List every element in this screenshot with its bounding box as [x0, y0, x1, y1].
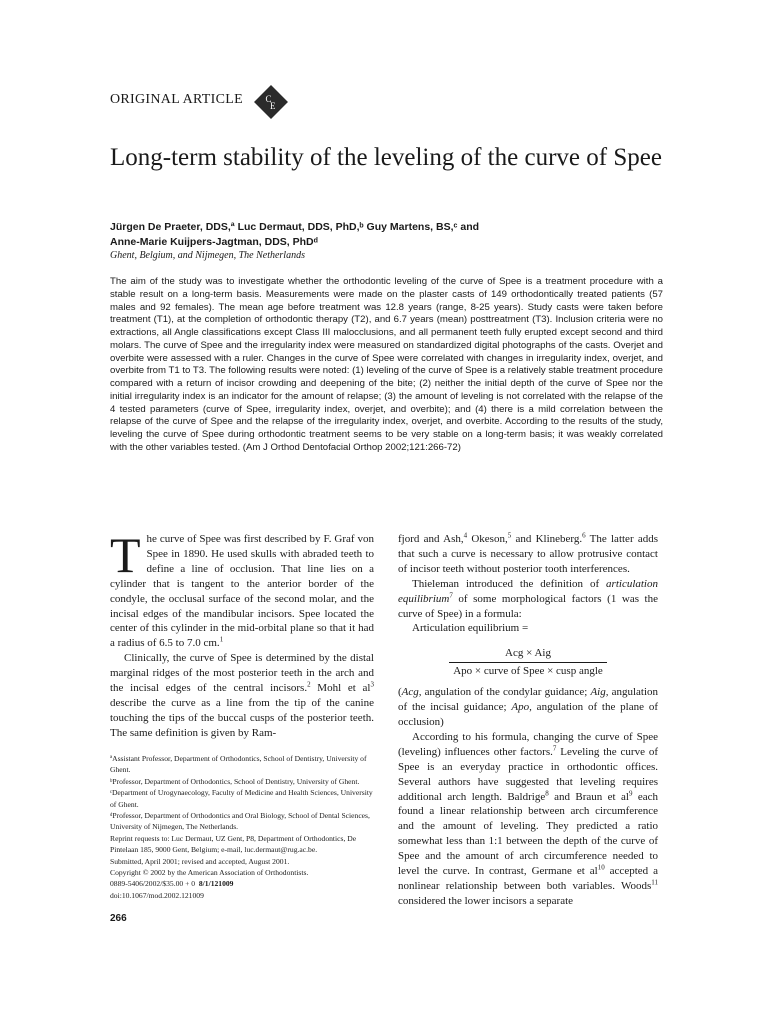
- articulation-formula: [398, 646, 658, 679]
- paragraph-clinical: Clinically, the curve of Spee is determined by the distal marginal ridges of the most posterior teeth in the arch and the incisal edges of the central incisors.$^2$ Mohl et $al^3$ describe the curve as a line from the tip of the canine touching the tips of the buccal cusps of the posterior teeth. The same definition is given by Ram-: [110, 652, 374, 739]
- body-column-right: [398, 532, 658, 909]
- issn-line: 0889-5406/2002/$35.00 + 0 8/1/121009: [110, 879, 234, 889]
- paragraph-thieleman: Thieleman introduced the definition of articulation equilibrium$^7$ of some morphological factors (1 was the curve of Spee) in a formula:: [398, 577, 658, 620]
- section-label: ORIGINAL ARTICLE: [110, 92, 243, 107]
- footnote-c: ᶜDepartment of Urogynaecology, Faculty of Medicine and Health Sciences, University of Ghent.: [110, 788, 373, 809]
- footnote-a: ªAssistant Professor, Department of Orthodontics, School of Dentistry, University of Ghent.: [110, 754, 367, 775]
- authors-line-1: Jürgen De Praeter, DDS,ª Luc Dermaut, DDS, PhD,ᵇ Guy Martens, BS,ᶜ and: [110, 221, 480, 233]
- paragraph-intro: The curve of Spee was first described by F. Graf von Spee in 1890. He used skulls with abraded teeth to define a line of occlusion. That line lies on a cylinder that is tangent to the anterior border of the condyle, the occlusal surface of the second molar, and the incisal edges of the mandibular incisors. Spee located the center of this cylinder in the mid-orbital plane so that it had a radius of 6.5 to 7.0 cm.$^1$: [110, 527, 374, 650]
- formula-numerator: Acg × Aig: [505, 647, 551, 660]
- formula-denominator: Apo × curve of Spee × cusp angle: [449, 662, 607, 679]
- authors-line-2: Anne-Marie Kuijpers-Jagtman, DDS, PhDᵈ: [110, 236, 318, 248]
- body-column-left: [110, 527, 374, 741]
- footnote-b: ᵇProfessor, Department of Orthodontics, School of Dentistry, University of Ghent.: [110, 776, 360, 786]
- submission-dates: Submitted, April 2001; revised and accepted, August 2001.: [110, 856, 290, 866]
- ce-logo-icon: [254, 85, 288, 119]
- paragraph-continuation: fjord and Ash,$^4$ Okeson,$^5$ and Klineberg.$^6$ The latter adds that such a curve is necessary to allow protrusive contact of incisor teeth without posterior tooth interferences.: [398, 531, 659, 575]
- page-number: 266: [110, 913, 127, 924]
- author-list: [110, 220, 710, 250]
- doi-line: doi:10.1067/mod.2002.121009: [110, 890, 204, 900]
- formula-legend: (Acg, angulation of the condylar guidance; Aig, angulation of the incisal guidance; Apo, angulation of the plane of occlusion): [398, 686, 659, 728]
- affiliation: Ghent, Belgium, and Nijmegen, The Netherlands: [110, 250, 305, 261]
- drop-cap: T: [110, 527, 141, 583]
- svg-text:C: C: [265, 94, 272, 104]
- paragraph-leveling: According to his formula, changing the curve of Spee (leveling) influences other factors.$^7$ Leveling the curve of Spee is an everyday practice in orthodontic offices. Several authors have suggested that leveling requires additional arch length. Baldrige$^8$ and Braun et $al^9$ each found a linear relationship between arch circumference and the amount of leveling. They predicted a ratio somewhat less than 1:1 between the depth of the curve of Spee and the amount of arch circumference needed to level the curve. In contrast, Germane et $al^{10}$ accepted a nonlinear relationship between both variables. Woods$^{11}$ considered the lower incisors a separate: [398, 730, 658, 907]
- footnotes: [110, 753, 374, 901]
- svg-text:E: E: [270, 101, 276, 111]
- formula-lead: Articulation equilibrium =: [412, 622, 529, 635]
- reprint-requests: Reprint requests to: Luc Dermaut, UZ Gent, P8, Department of Orthodontics, De Pintelaan 185, 9000 Gent, Belgium; e-mail, luc.dermaut@rug.ac.be.: [110, 833, 357, 855]
- article-title: Long-term stability of the leveling of the curve of Spee: [110, 144, 662, 171]
- footnote-d: ᵈProfessor, Department of Orthodontics and Oral Biology, School of Dental Sciences, University of Nijmegen, The Netherlands.: [110, 811, 370, 832]
- abstract: The aim of the study was to investigate whether the orthodontic leveling of the curve of Spee is a treatment procedure with a stable result on a long-term basis. Measurements were made on the plaster casts of 149 orthodontically treated patients (57 males and 92 females). The mean age before treatment was 12.8 years (range, 8-25 years). Study casts were taken before treatment (T1), at the completion of orthodontic therapy (T2), and 6.7 years (mean) posttreatment (T3). Inclusion criteria were no extractions, all Angle classifications except Class III malocclusions, and all permanent teeth fully erupted except second and third molars. The curve of Spee and the irregularity index were measured on standardized digital photographs of the casts. Overjet and overbite were assessed with a ruler. Changes in the curve of Spee were correlated with changes in irregularity index, overjet, and overbite from T1 to T3. The following results were noted: (1) leveling of the curve of Spee is a relatively stable treatment procedure compared with a return of incisor crowding and deepening of the bite; (2) neither the initial depth of the curve of Spee nor the initial irregularity index is an indicator for the amount of relapse; (3) the amount of leveling is not correlated with the relapse of the 4 tested parameters (curve of Spee, irregularity index, overjet, and overbite); and (4) there is a mild correlation between the relapse of the curve of Spee and the relapse of the irregularity index, overjet, and overbite. According to the results of the study, leveling the curve of Spee during orthodontic treatment seems to be very stable on a long-term basis; it was weakly correlated with the other variables tested. (Am J Orthod Dentofacial Orthop 2002;121:266-72): [110, 276, 663, 453]
- copyright-line: Copyright © 2002 by the American Association of Orthodontists.: [110, 868, 309, 878]
